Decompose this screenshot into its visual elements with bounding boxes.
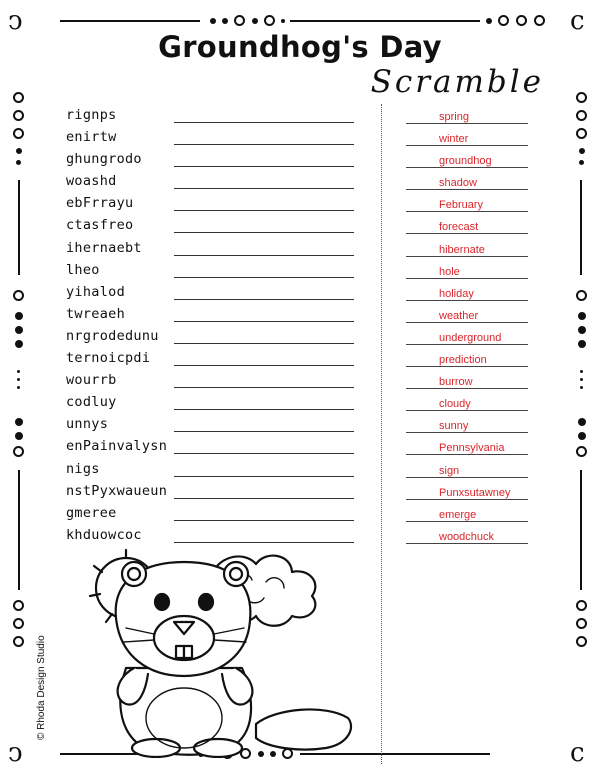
answer-word: shadow (439, 177, 477, 190)
answer-key-line (406, 410, 528, 411)
answer-row (406, 350, 530, 372)
answer-word: emerge (439, 508, 477, 521)
answer-row (406, 240, 530, 262)
answer-row (406, 284, 530, 306)
scrambled-row (66, 282, 356, 304)
groundhog-illustration (86, 548, 356, 758)
answer-word: weather (439, 309, 479, 322)
scrambled-word: enirtw (66, 129, 117, 146)
scrambled-row (66, 392, 356, 414)
answer-key-line (406, 145, 528, 146)
answer-row (406, 461, 530, 483)
answer-row (406, 173, 530, 195)
answer-key-line (406, 322, 528, 323)
scrambled-word: wourrb (66, 372, 117, 389)
answer-row (406, 328, 530, 350)
answer-key-line (406, 167, 528, 168)
answer-writing-line[interactable] (174, 255, 354, 256)
answer-key-line (406, 278, 528, 279)
answer-row (406, 129, 530, 151)
answer-row (406, 372, 530, 394)
answer-word: winter (439, 133, 469, 146)
answer-key-line (406, 499, 528, 500)
copyright-text: © Rhoda Design Studio (36, 635, 47, 740)
answer-row (406, 151, 530, 173)
answer-key-line (406, 366, 528, 367)
answer-writing-line[interactable] (174, 453, 354, 454)
scrambled-word: ternoicpdi (66, 350, 151, 367)
answer-word: sunny (439, 420, 469, 433)
scrambled-row (66, 503, 356, 525)
page-subtitle: Scramble (370, 64, 544, 100)
answer-row (406, 505, 530, 527)
answer-key-line (406, 477, 528, 478)
answer-word: woodchuck (439, 530, 495, 543)
scrambled-word: woashd (66, 173, 117, 190)
scrambled-word: rignps (66, 107, 117, 123)
answer-writing-line[interactable] (174, 365, 354, 366)
scrambled-word: ghungrodo (66, 151, 142, 168)
scrambled-row (66, 326, 356, 348)
scrambled-word: nigs (66, 460, 100, 477)
answer-key-line (406, 521, 528, 522)
scrambled-row (66, 436, 356, 458)
scrambled-word-list (66, 105, 356, 547)
scrambled-row (66, 370, 356, 392)
answer-writing-line[interactable] (174, 431, 354, 432)
answer-writing-line[interactable] (174, 343, 354, 344)
answer-row (406, 262, 530, 284)
answer-key-line (406, 256, 528, 257)
answer-writing-line[interactable] (174, 299, 354, 300)
scrambled-word: enPainvalysn (66, 438, 168, 455)
answer-row (406, 306, 530, 328)
page-title: Groundhog's Day (158, 30, 442, 64)
scrambled-word: ihernaebt (66, 239, 142, 256)
answer-row (406, 394, 530, 416)
answer-word: underground (439, 331, 502, 344)
corner-curl-icon: c (570, 6, 585, 36)
corner-curl-icon: ↄ (8, 738, 23, 768)
scrambled-word: ctasfreo (66, 217, 134, 234)
answer-word: Punxsutawney (439, 486, 511, 499)
scrambled-row (66, 304, 356, 326)
answer-key-line (406, 454, 528, 455)
scrambled-word: twreaeh (66, 305, 125, 322)
answer-writing-line[interactable] (174, 520, 354, 521)
scrambled-row (66, 105, 356, 127)
answer-word: sign (439, 464, 460, 477)
answer-row (406, 483, 530, 505)
scrambled-row (66, 215, 356, 237)
answer-writing-line[interactable] (174, 232, 354, 233)
scrambled-word: ebFrrayu (66, 195, 134, 212)
answer-writing-line[interactable] (174, 321, 354, 322)
scrambled-word: nstPyxwaueun (66, 482, 168, 499)
scrambled-word: yihalod (66, 283, 125, 300)
answer-word: spring (439, 111, 469, 123)
scrambled-row (66, 171, 356, 193)
answer-key-line (406, 233, 528, 234)
answer-row (406, 107, 530, 129)
answer-word: forecast (439, 221, 479, 234)
scrambled-word: lheo (66, 261, 100, 278)
answer-writing-line[interactable] (174, 277, 354, 278)
dotted-divider (381, 104, 382, 764)
scrambled-row (66, 459, 356, 481)
corner-curl-icon: c (570, 738, 585, 768)
scrambled-word: gmeree (66, 504, 117, 521)
answer-word: holiday (439, 287, 474, 300)
answer-word: cloudy (439, 398, 471, 411)
answer-key-line (406, 189, 528, 190)
answer-writing-line[interactable] (174, 210, 354, 211)
answer-key-list (406, 107, 530, 549)
scrambled-row (66, 481, 356, 503)
scrambled-word: nrgrodedunu (66, 327, 159, 344)
scrambled-row (66, 127, 356, 149)
answer-writing-line[interactable] (174, 188, 354, 189)
answer-word: groundhog (439, 155, 492, 168)
answer-key-line (406, 123, 528, 124)
answer-key-line (406, 300, 528, 301)
answer-key-line (406, 388, 528, 389)
answer-writing-line[interactable] (174, 387, 354, 388)
answer-row (406, 195, 530, 217)
answer-key-line (406, 211, 528, 212)
scrambled-row (66, 414, 356, 436)
answer-writing-line[interactable] (174, 409, 354, 410)
answer-row (406, 438, 530, 460)
answer-word: hole (439, 265, 460, 278)
scrambled-word: khduowcoc (66, 526, 142, 543)
answer-row (406, 416, 530, 438)
answer-writing-line[interactable] (174, 122, 354, 123)
answer-word: burrow (439, 376, 473, 389)
scrambled-row (66, 193, 356, 215)
answer-writing-line[interactable] (174, 476, 354, 477)
answer-key-line (406, 543, 528, 544)
scrambled-word: codluy (66, 394, 117, 411)
scrambled-row (66, 260, 356, 282)
answer-row (406, 527, 530, 549)
answer-writing-line[interactable] (174, 144, 354, 145)
answer-writing-line[interactable] (174, 498, 354, 499)
scrambled-word: unnys (66, 416, 109, 433)
answer-row (406, 217, 530, 239)
answer-writing-line[interactable] (174, 542, 354, 543)
scrambled-row (66, 238, 356, 260)
corner-curl-icon: ↄ (8, 6, 23, 36)
scrambled-row (66, 149, 356, 171)
answer-word: February (439, 199, 484, 212)
answer-word: Pennsylvania (439, 442, 505, 455)
answer-writing-line[interactable] (174, 166, 354, 167)
answer-word: hibernate (439, 243, 485, 256)
answer-key-line (406, 344, 528, 345)
answer-key-line (406, 432, 528, 433)
answer-word: prediction (439, 354, 487, 367)
scrambled-row (66, 525, 356, 547)
scrambled-row (66, 348, 356, 370)
